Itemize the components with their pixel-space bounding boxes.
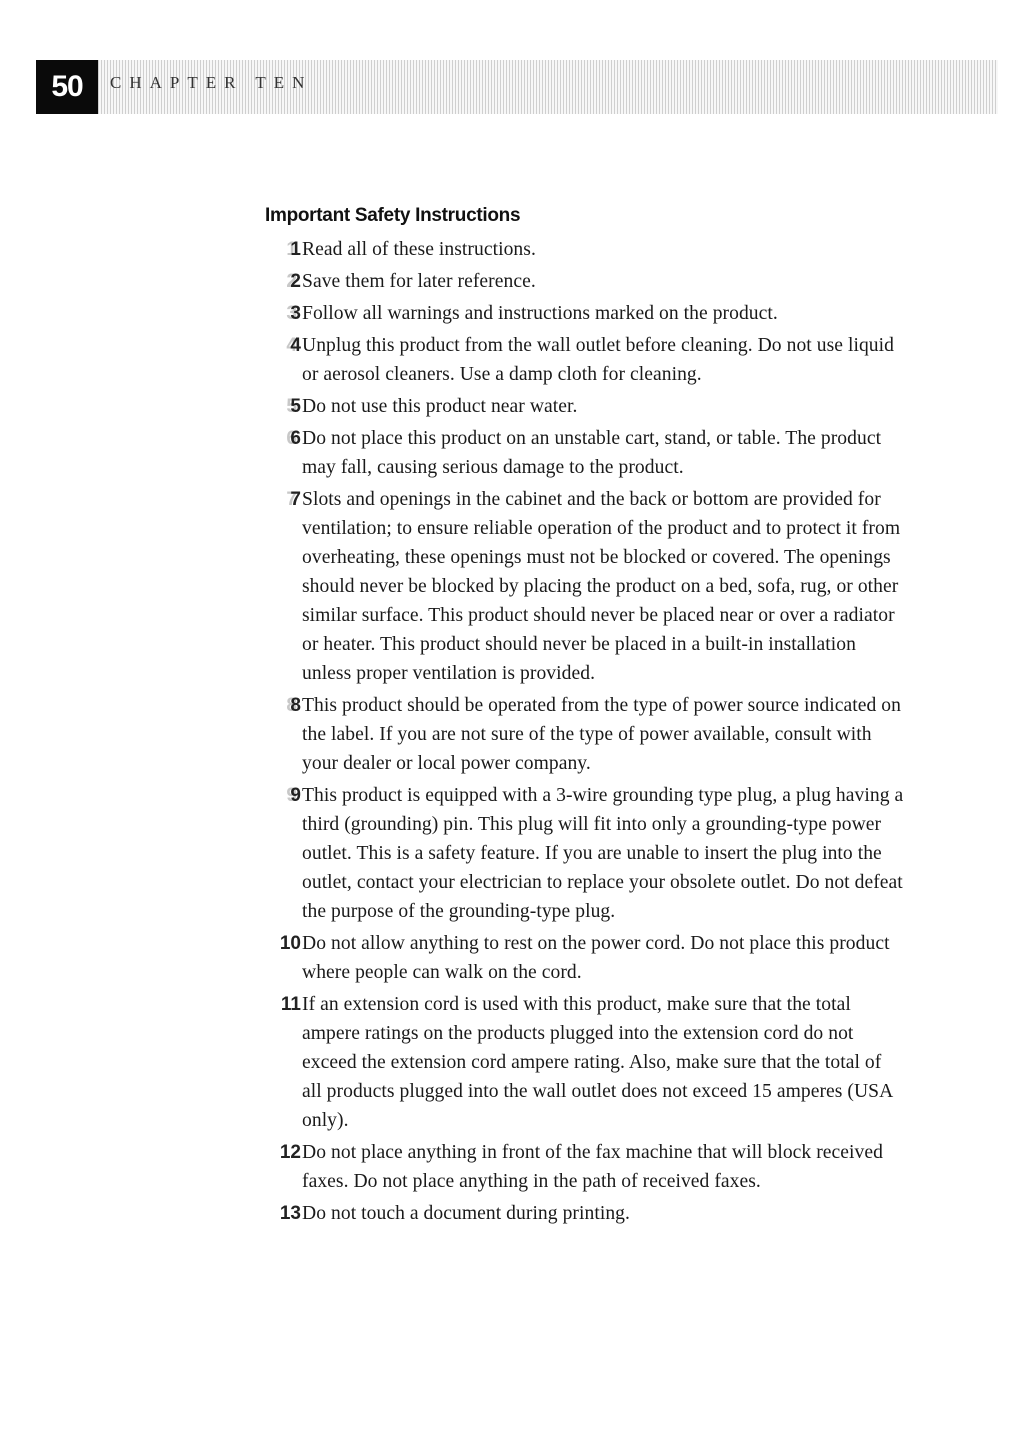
item-number: 1	[290, 239, 301, 260]
item-text: Do not touch a document during printing.	[302, 1203, 630, 1224]
item-text: Read all of these instructions.	[302, 239, 536, 260]
item-text: Do not place this product on an unstable cart, stand, or table. The product may fall, causing serious damage to the product.	[302, 428, 882, 478]
item-number: 6	[290, 428, 301, 449]
item-text: If an extension cord is used with this product, make sure that the total ampere ratings on the products plugged into the extension cord do not exceed the extension cord ampere rating. Also, make sure that the total of all products plugged into the wall outlet does not exceed 15 amperes (USA only).	[302, 994, 893, 1131]
item-number: 11	[280, 994, 301, 1015]
list-item	[265, 392, 905, 421]
list-item	[265, 331, 905, 389]
list-item	[265, 990, 905, 1135]
item-text: Save them for later reference.	[302, 271, 536, 292]
item-number: 4	[290, 335, 301, 356]
list-item	[265, 1199, 905, 1228]
chapter-title: CHAPTER TEN	[110, 73, 313, 92]
item-text: This product should be operated from the type of power source indicated on the label. If you are not sure of the type of power available, consult with your dealer or local power company.	[302, 695, 901, 774]
item-number: 5	[290, 396, 301, 417]
list-item	[265, 485, 905, 688]
item-number: 2	[290, 271, 301, 292]
item-text: Do not allow anything to rest on the power cord. Do not place this product where people can walk on the cord.	[302, 933, 890, 983]
list-item	[265, 1138, 905, 1196]
item-text: Follow all warnings and instructions marked on the product.	[302, 303, 778, 324]
item-text: Do not use this product near water.	[302, 396, 578, 417]
item-text: Slots and openings in the cabinet and the back or bottom are provided for ventilation; to ensure reliable operation of the product and to protect it from overheating, these openings must not be blocked or covered. The openings should never be blocked by placing the product on a bed, sofa, rug, or other similar surface. This product should never be placed near or over a radiator or heater. This product should never be placed in a built-in installation unless proper ventilation is provided.	[302, 489, 901, 684]
page-number: 50	[36, 60, 98, 114]
item-text: Do not place anything in front of the fax machine that will block received faxes. Do not place anything in the path of received faxes.	[302, 1142, 883, 1192]
list-item	[265, 424, 905, 482]
list-item	[265, 299, 905, 328]
item-number: 13	[279, 1203, 301, 1224]
item-number: 9	[290, 785, 301, 806]
list-item	[265, 267, 905, 296]
item-text: This product is equipped with a 3-wire grounding type plug, a plug having a third (grounding) pin. This plug will fit into only a grounding-type power outlet. This is a safety feature. If you are unable to insert the plug into the outlet, contact your electrician to replace your obsolete outlet. Do not defeat the purpose of the grounding-type plug.	[302, 785, 904, 922]
list-item	[265, 235, 905, 264]
list-item	[265, 929, 905, 987]
item-number: 12	[279, 1142, 301, 1163]
list-item	[265, 691, 905, 778]
item-number: 3	[290, 303, 301, 324]
item-text: Unplug this product from the wall outlet before cleaning. Do not use liquid or aerosol cleaners. Use a damp cloth for cleaning.	[302, 335, 894, 385]
item-number: 8	[290, 695, 301, 716]
page-header	[36, 60, 998, 114]
item-number: 10	[279, 933, 301, 954]
item-number: 7	[290, 489, 301, 510]
section-title: Important Safety Instructions	[265, 205, 521, 226]
safety-section	[265, 203, 905, 1231]
list-item	[265, 781, 905, 926]
